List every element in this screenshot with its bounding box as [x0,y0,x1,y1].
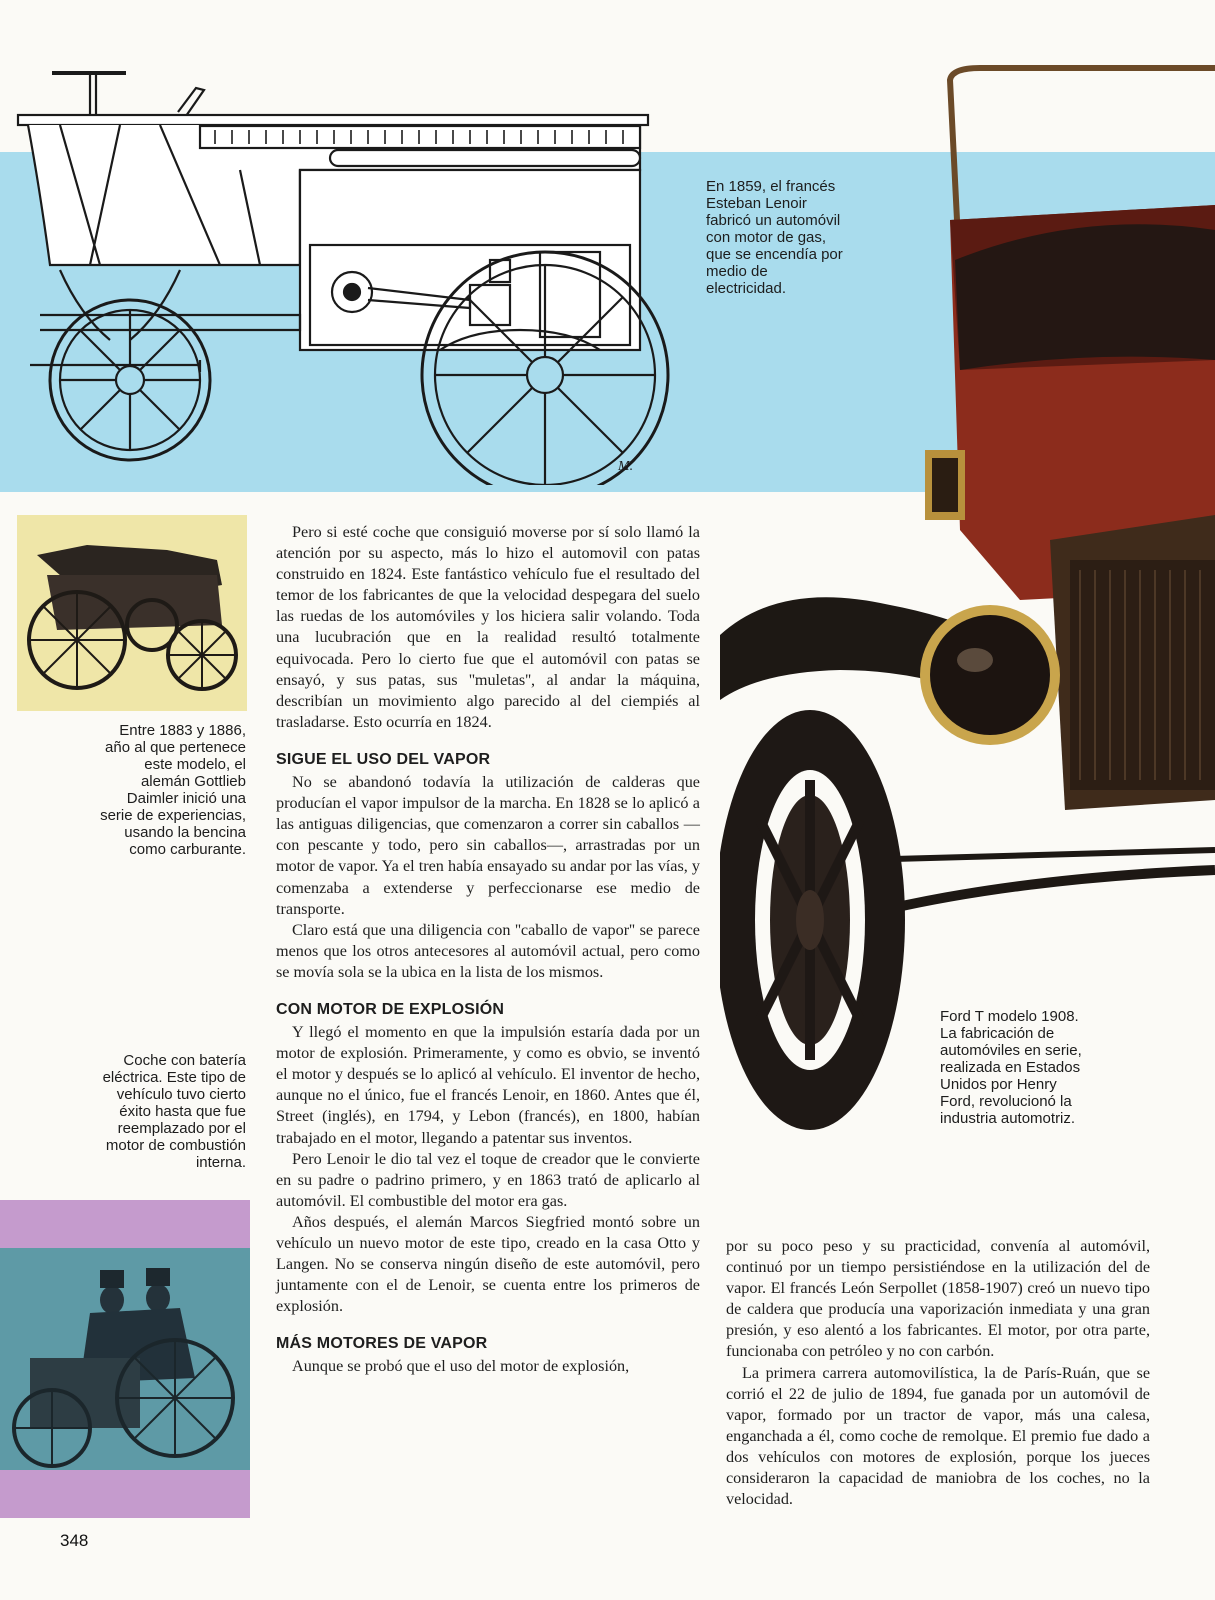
ford-t-photo [720,60,1215,1140]
purple-band-bottom [0,1470,250,1518]
caption-daimler [98,722,246,858]
caption-lenoir-text: En 1859, el francés Esteban Lenoir fabricó un automóvil con motor de gas, que se encendía por medio de electricidad. [706,178,843,297]
paragraph: Claro está que una diligencia con ''caballo de vapor'' se parece menos que los otros antecesores al automóvil actual, pero como se movía sola se la ubica en la lista de los mismos. [276,920,700,981]
paragraph: Pero Lenoir le dio tal vez el toque de creador que le convierte en su padre o padrino primero, y en 1863 trató de aplicarlo al automóvil. El combustible del motor era gas. [276,1149,700,1210]
illustration-signature: M. [618,459,634,474]
main-text-column-right [726,1236,1150,1510]
paragraph: Aunque se probó que el uso del motor de explosión, [292,1357,630,1376]
caption-daimler-text: Entre 1883 y 1886, año al que pertenece este modelo, el alemán Gottlieb Daimler inició una serie de experiencias, usando la bencina como carburante. [100,722,246,858]
main-text-column-left [276,522,700,1378]
paragraph: Pero si esté coche que consiguió moverse por sí solo llamó la atención por su aspecto, más lo hizo el automovil con patas construido en 1824. Este fantástico vehículo fue el resultado del temor de los fabricantes de que la velocidad despegara del suelo las ruedas de los automóviles y los hiciera salir volando. Toda una lucubración que en la realidad resultó totalmente equivocada. Pero lo cierto fue que el automóvil con patas se ensayó, y sus patas, sus ''muletas'', al andar la máquina, describían un movimiento algo parecido al del ciempiés al trasladarse. Esto ocurría en 1824. [276,523,700,731]
paragraph: por su poco peso y su practicidad, convenía al automóvil, continuó por un tiempo persistiéndose en la utilización del de vapor. El francés León Serpollet (1858-1907) creó un nuevo tipo de caldera que producía una vaporización inmediata y una gran presión, y eso alentó a los fabricantes. El motor, por otra parte, funcionaba con petróleo y no con carbón. [726,1237,1150,1361]
page-number: 348 [60,1531,89,1550]
section-heading-mas-vapor: MÁS MOTORES DE VAPOR [276,1335,488,1353]
caption-electric [86,1052,246,1171]
paragraph: La primera carrera automovilística, la de París-Ruán, que se corrió el 22 de julio de 1894, fue ganada por un automóvil de vapor, formado por un tractor de vapor, más una calesa, enganchada a él, como coche de remolque. El premio fue dado a dos vehículos con motores de explosión, porque los jueces consideraron la capacidad de maniobra de los coches, no la velocidad. [726,1363,1150,1509]
caption-electric-text: Coche con batería eléctrica. Este tipo de vehículo tuvo cierto éxito hasta que fue reemplazado por el motor de combustión interna. [102,1052,246,1171]
paragraph: No se abandonó todavía la utilización de calderas que producían el vapor impulsor de la marcha. En 1828 se lo aplicó a las antiguas diligencias, que comenzaron a correr sin caballos —con pescante y todo, pero sin caballos—, arrastradas por un motor de vapor. Ya el tren había ensayado su andar por las vías, y comenzaba a extenderse y perfeccionarse ese medio de transporte. [276,773,700,918]
caption-ford [940,1008,1090,1127]
lenoir-car-illustration [0,60,700,485]
electric-car-photo [0,1248,250,1470]
purple-band-top [0,1200,250,1248]
paragraph: Años después, el alemán Marcos Siegfried montó sobre un vehículo un nuevo motor de este tipo, creado en la casa Otto y Langen. No se conserva ningún diseño de este automóvil, pero juntamente con el de Lenoir, se cuenta entre los primeros de explosión. [276,1212,700,1316]
section-heading-explosion: CON MOTOR DE EXPLOSIÓN [276,1000,505,1018]
caption-ford-text: Ford T modelo 1908. La fabricación de automóviles en serie, realizada en Estados Unidos por Henry Ford, revolucionó la industria automotriz. [940,1008,1082,1127]
paragraph: Y llegó el momento en que la impulsión estaría dada por un motor de explosión. Primeramente, y como es obvio, se inventó el motor y después se lo aplicó al vehículo. El inventor de hecho, aunque no el único, fue el francés Lenoir, en 1860. Antes que él, Street (inglés), en 1794, y Lebon (francés), en 1800, habían trabajado en el motor, llegando a patentar sus inventos. [276,1023,700,1147]
daimler-car-photo [17,515,247,711]
section-heading-vapor: SIGUE EL USO DEL VAPOR [276,750,491,768]
